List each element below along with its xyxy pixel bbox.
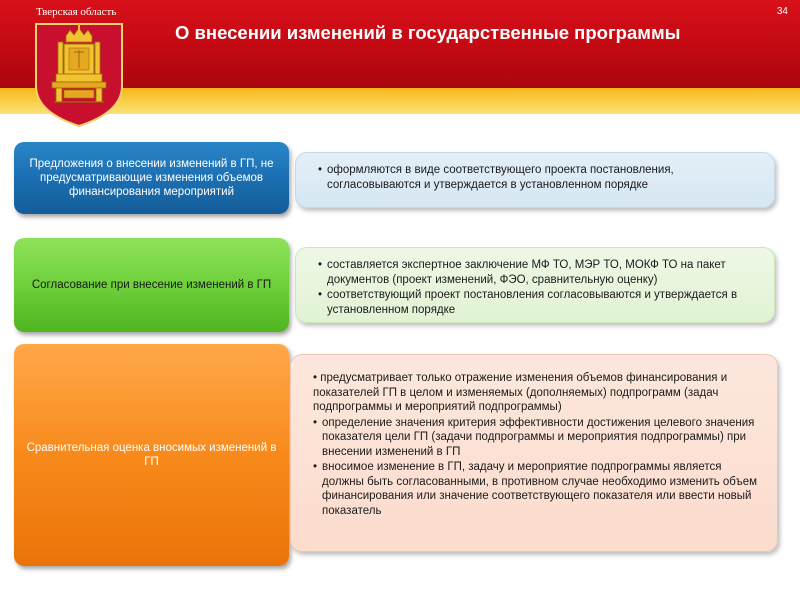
row-1-label-text: Предложения о внесении изменений в ГП, не предусматривающие изменения объемов финансирования мероприятий: [29, 158, 274, 198]
list-item: • определение значения критерия эффективности достижения целевого значения показателя цели ГП (задачи подпрограммы и мероприятия подпрограммы) при внесении изменений в ГП: [313, 416, 763, 460]
row-2-label: [14, 238, 289, 332]
region-name: Тверская область: [36, 6, 117, 18]
tver-coat-of-arms-icon: [34, 22, 124, 128]
row-3-label: [14, 344, 289, 566]
row-3-content: [290, 354, 778, 552]
row-3-label-text: Сравнительная оценка вносимых изменений в ГП: [26, 442, 277, 468]
row-1-label: [14, 142, 289, 214]
list-item: • предусматривает только отражение изменения объемов финансирования и показателей ГП в целом и изменяемых (дополняемых) подпрограмм (задач подпрограммы и мероприятий подпрограммы): [313, 372, 728, 413]
list-item: • оформляются в виде соответствующего проекта постановления, согласовываются и утверждается в установленном порядке: [318, 163, 760, 192]
list-item: • соответствующий проект постановления согласовываются и утверждается в установленном порядке: [318, 288, 760, 317]
page-number: 34: [776, 6, 788, 17]
row-2-content: [295, 247, 775, 323]
row-2-label-text: Согласование при внесение изменений в ГП: [31, 279, 272, 291]
list-item: • вносимое изменение в ГП, задачу и мероприятие подпрограммы является должны быть согласованными, в противном случае необходимо изменить объем финансирования или значение соответствующего показателя или ввести новый показатель: [313, 460, 763, 518]
page-title: О внесении изменений в государственные программы: [175, 22, 681, 43]
list-item: • составляется экспертное заключение МФ ТО, МЭР ТО, МОКФ ТО на пакет документов (проект изменений, ФЭО, сравнительную оценку): [318, 258, 760, 287]
row-1-content: [295, 152, 775, 208]
